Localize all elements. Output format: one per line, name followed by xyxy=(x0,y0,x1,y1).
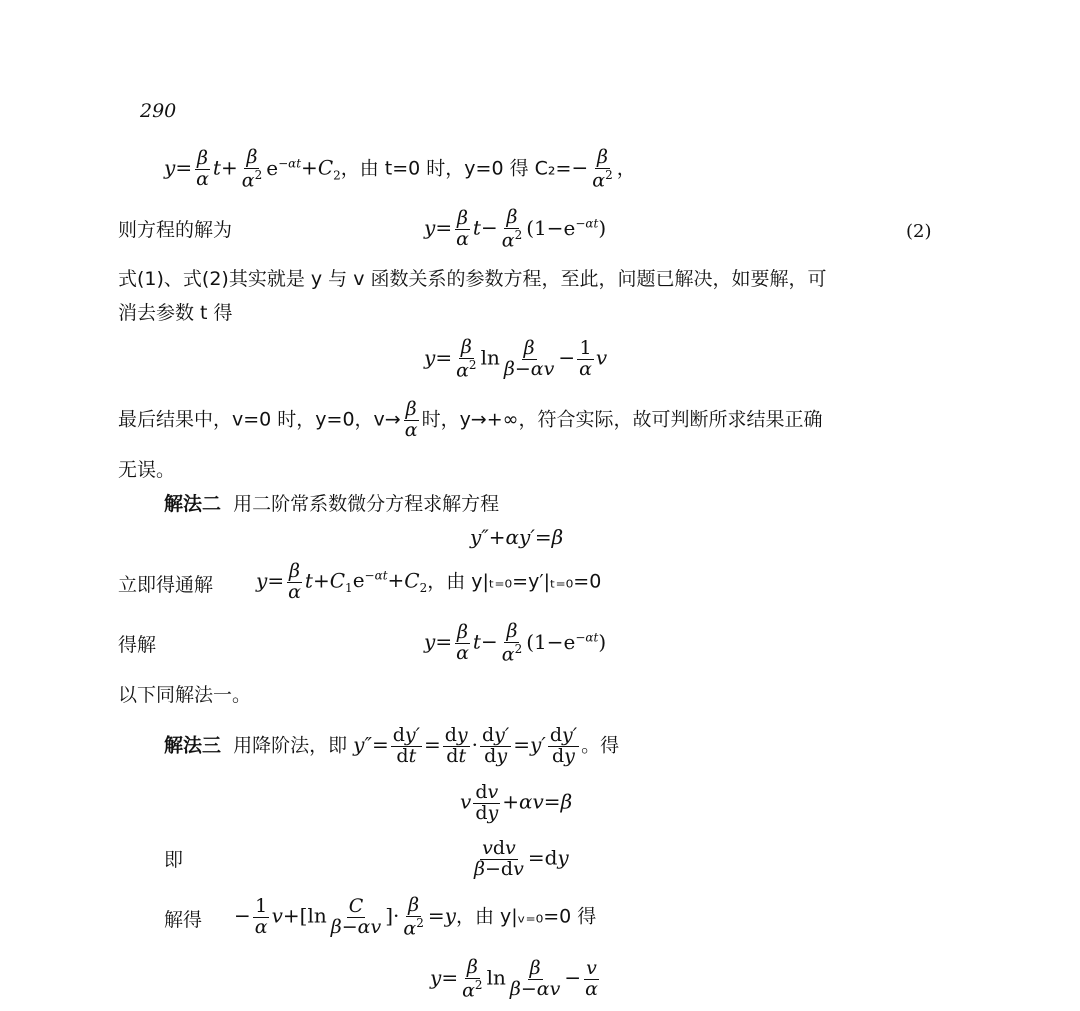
equation-reduced: v $\frac{dv}{dy}$ +αv=β xyxy=(460,781,573,824)
equation-solution-2: y= $\frac{\beta}{\alpha}$ t− $\frac{\beta}{\alpha^2}$ $(1-e^{-\alpha t})$ xyxy=(424,620,607,666)
page-number: 290 xyxy=(140,100,177,122)
method-3-end: 。得 xyxy=(581,734,620,757)
method-2-heading xyxy=(164,495,499,514)
equation-general: y= $\frac{\beta}{\alpha}$ $t+C_1e^{-\alpha t}+C_2$，由 y|ₜ₌₀=y′|ₜ₌₀=0 xyxy=(256,560,602,603)
line-6b: 时，y→+∞，符合实际，故可判断所求结果正确 xyxy=(421,408,823,431)
solution-label: 则方程的解为 xyxy=(118,219,233,241)
line-6a: 最后结果中，v=0 时，y=0，v→ xyxy=(118,408,401,431)
equation-final: y= $\frac{\beta}{\alpha^2}$ ln $\frac{\beta}{\beta-\alpha v}$ − $\frac{v}{\alpha}$ xyxy=(430,956,598,1002)
paragraph-line-3: 式(1)、式(2)其实就是 y 与 v 函数关系的参数方程，至此，问题已解决，如要解，可 xyxy=(118,268,827,290)
paragraph-same-as-1: 以下同解法一。 xyxy=(118,684,252,706)
method-3-heading: 解法三 用降阶法，即 y″= $\frac{dy'}{dt}$ = $\frac{dy}{dt}$ · $\frac{dy'}{dy}$ =y′ $\frac{dy'}{dy}$ 。得 xyxy=(164,724,620,767)
equation-line-1: y= $\frac{\beta}{\alpha}$ t+ $\frac{\beta}{\alpha^2}$ $e^{-\alpha t}+C_2$，由 t=0 时，y=0 得 C₂=− $\frac{\beta}{\alpha^2}$ ， xyxy=(164,146,636,192)
method-3-title: 解法三 xyxy=(164,734,222,757)
method-2-text: 用二阶常系数微分方程求解方程 xyxy=(233,493,500,515)
equation-integrated: − $\frac{1}{\alpha}$ v+[ln $\frac{C}{\beta-\alpha v}$ ]· $\frac{\beta}{\alpha^2}$ =y，由 y|ᵥ₌₀=0 得 xyxy=(234,894,597,940)
general-solution-label: 立即得通解 xyxy=(118,574,214,596)
namely-label: 即 xyxy=(164,849,184,871)
line-1-text: ，由 t=0 时，y=0 得 C₂= xyxy=(340,157,572,180)
equation-separated: $\frac{\text{vdv}}{\beta-dv}$ =dy xyxy=(474,837,569,880)
general-solution-condition: ，由 y|ₜ₌₀=y′|ₜ₌₀=0 xyxy=(427,570,602,593)
equation-2: y= $\frac{\beta}{\alpha}$ t− $\frac{\beta}{\alpha^2}$ $(1-e^{-\alpha t})$ xyxy=(424,206,607,252)
got-solution-label: 得解 xyxy=(118,634,157,656)
solve-label: 解得 xyxy=(164,909,203,931)
method-3-text: 用降阶法，即 xyxy=(233,734,348,757)
equation-number: (2) xyxy=(906,221,932,242)
paragraph-line-7: 无误。 xyxy=(118,459,176,481)
paragraph-line-6: 最后结果中，v=0 时，y=0，v→ $\frac{\beta}{\alpha}$ 时，y→+∞，符合实际，故可判断所求结果正确 xyxy=(118,398,823,441)
equation-ode: y″+αy′=β xyxy=(470,525,564,549)
paragraph-line-4: 消去参数 t 得 xyxy=(118,302,233,324)
method-2-title: 解法二 xyxy=(164,493,222,515)
integrated-condition: ，由 y|ᵥ₌₀=0 得 xyxy=(455,905,597,928)
equation-eliminated: y= $\frac{\beta}{\alpha^2}$ ln $\frac{\beta}{\beta-\alpha v}$ − $\frac{1}{\alpha}$ v xyxy=(424,336,608,382)
